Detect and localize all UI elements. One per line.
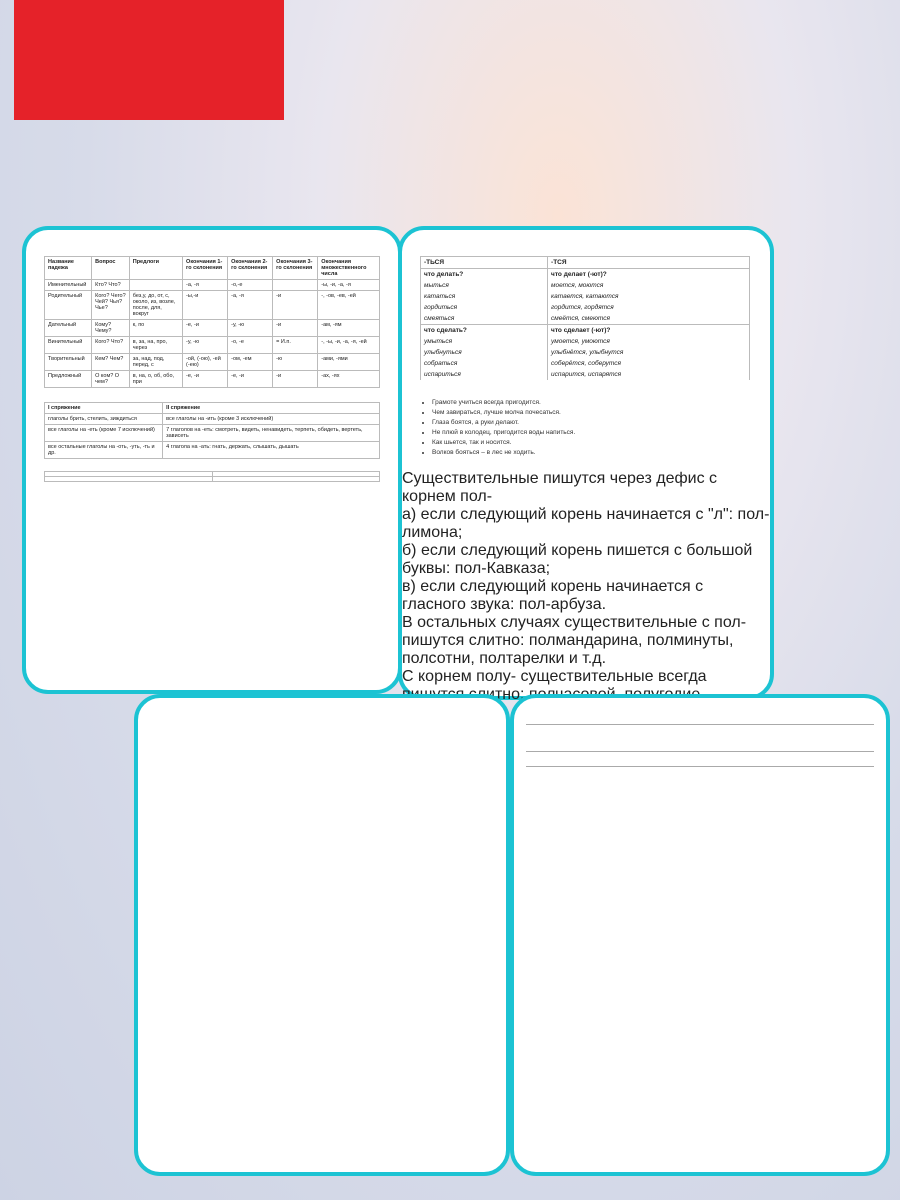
conj-col-header: I спряжение — [45, 403, 163, 414]
soft-cell: смеётся, смеются — [548, 313, 750, 325]
soft-cell: умоется, умоются — [548, 336, 750, 347]
conj-cell: глаголы брить, стелить, зиждиться — [45, 414, 163, 425]
cases-row — [45, 320, 380, 337]
cases-cell: -ом, -ем — [228, 354, 273, 371]
card-health — [510, 694, 890, 1176]
pol-rule-line: С корнем полу- существительные всегда слитно: — [402, 668, 707, 703]
example-item: • Волков бояться – в лес не ходить. — [432, 448, 770, 458]
soft-row — [421, 336, 750, 347]
cases-cell: -е, -и — [183, 371, 228, 388]
conj-cell: 4 глагола на -ать: гнать, держать, слышать, дышать — [163, 442, 380, 459]
cases-cell: -е, -и — [183, 320, 228, 337]
cases-row — [45, 337, 380, 354]
soft-cell: умыться — [421, 336, 548, 347]
soft-cell: соберётся, соберутся — [548, 358, 750, 369]
cases-cell: -а, -я — [228, 291, 273, 320]
cases-cell: -о,-е — [228, 280, 273, 291]
prefix-table — [44, 471, 380, 482]
cases-col-header: Окончания множественного числа — [318, 257, 380, 280]
pol-rule-line: б) если следующий корень пишется с большой буквы: пол-Кавказа; — [402, 542, 753, 577]
cases-cell: -ам, -ям — [318, 320, 380, 337]
cases-cell: в, за, на, про, через — [129, 337, 182, 354]
soft-cell: что делать? — [421, 269, 548, 281]
divider — [526, 766, 874, 767]
cases-cell: -у, -ю — [183, 337, 228, 354]
soft-cell: испарится, испарятся — [548, 369, 750, 380]
soft-cell: улыбнётся, улыбнутся — [548, 347, 750, 358]
cases-cell: Кого? Что? — [92, 337, 130, 354]
soft-row — [421, 369, 750, 380]
soft-row — [421, 291, 750, 302]
cases-cell: -, -ов, -ев, -ей — [318, 291, 380, 320]
soft-row — [421, 325, 750, 337]
cases-cell: -, -ы, -и, -а, -я, -ей — [318, 337, 380, 354]
prefix-pri-text — [45, 477, 213, 482]
cases-row — [45, 280, 380, 291]
soft-col-header: -ТЬСЯ — [421, 257, 548, 269]
divider — [526, 751, 874, 752]
soft-cell: гордится, гордятся — [548, 302, 750, 313]
cases-row — [45, 291, 380, 320]
cases-header-row — [45, 257, 380, 280]
pol-rule-line: в) если следующий корень начинается с гласного звука: пол-арбуза. — [402, 578, 704, 613]
cases-cell: за, над, под, перед, с — [129, 354, 182, 371]
cases-cell: -у, -ю — [228, 320, 273, 337]
soft-cell: что делает (-ют)? — [548, 269, 750, 281]
soft-sign-table — [420, 256, 750, 380]
conj-cell: все глаголы на -еть (кроме 7 исключений) — [45, 425, 163, 442]
conj-col-header: II спряжение — [163, 403, 380, 414]
conj-row — [45, 442, 380, 459]
example-item: • Не плюй в колодец, пригодится воды напиться. — [432, 428, 770, 438]
divider — [526, 724, 874, 725]
cases-cell: -и — [273, 291, 318, 320]
conj-cell: все глаголы на -ить (кроме 3 исключений) — [163, 414, 380, 425]
card-periodic-table — [134, 694, 510, 1176]
soft-cell: моется, моются — [548, 280, 750, 291]
cases-cell: Винительный — [45, 337, 92, 354]
cases-cell: -ю — [273, 354, 318, 371]
examples-list — [422, 398, 770, 458]
cases-table — [44, 256, 380, 388]
card-grammar — [22, 226, 402, 694]
cases-cell: = И.п. — [273, 337, 318, 354]
cases-cell: -ах, -ях — [318, 371, 380, 388]
soft-cell: что сделать? — [421, 325, 548, 337]
cases-cell: Родительный — [45, 291, 92, 320]
soft-cell: собраться — [421, 358, 548, 369]
soft-cell: кататься — [421, 291, 548, 302]
soft-header-row — [421, 257, 750, 269]
soft-row — [421, 358, 750, 369]
cases-cell: -а, -я — [183, 280, 228, 291]
cases-cell: Именительный — [45, 280, 92, 291]
cases-cell: Кого? Чего? Чей? Чья? Чье? — [92, 291, 130, 320]
cases-cell: О ком? О чем? — [92, 371, 130, 388]
cases-cell: без,у, до, от, с, около, из, возле, после, для, вокруг — [129, 291, 182, 320]
cases-col-header: Вопрос — [92, 257, 130, 280]
example-item: • Грамоте учиться всегда пригодится. — [432, 398, 770, 408]
cases-row — [45, 354, 380, 371]
conj-table — [44, 402, 380, 459]
card-spelling — [398, 226, 774, 703]
soft-row — [421, 302, 750, 313]
cases-cell: -е, -и — [228, 371, 273, 388]
conj-row — [45, 414, 380, 425]
cases-cell: -ы,-и — [183, 291, 228, 320]
soft-row — [421, 269, 750, 281]
cases-cell: -о, -е — [228, 337, 273, 354]
example-item: • Как шьется, так и носится. — [432, 438, 770, 448]
soft-row — [421, 313, 750, 325]
cases-cell: Предложный — [45, 371, 92, 388]
cases-cell: Дательный — [45, 320, 92, 337]
cases-cell: Кто? Что? — [92, 280, 130, 291]
cases-cell: в, на, о, об, обо, при — [129, 371, 182, 388]
soft-cell: что сделает (-ют)? — [548, 325, 750, 337]
cases-cell: к, по — [129, 320, 182, 337]
conj-cell: 7 глаголов на -еть: смотреть, видеть, ненавидеть, терпеть, обидеть, вертеть, зависеть — [163, 425, 380, 442]
soft-cell: улыбнуться — [421, 347, 548, 358]
soft-row — [421, 280, 750, 291]
example-item: • Глаза боятся, а руки делают. — [432, 418, 770, 428]
cases-cell — [273, 280, 318, 291]
soft-cell: смеяться — [421, 313, 548, 325]
cases-cell: Кем? Чем? — [92, 354, 130, 371]
pol-rules — [402, 470, 770, 722]
cases-cell: -ы, -и, -а, -я — [318, 280, 380, 291]
soft-cell: мыться — [421, 280, 548, 291]
cases-col-header: Предлоги — [129, 257, 182, 280]
cases-cell: -ами, -ями — [318, 354, 380, 371]
soft-cell: испариться — [421, 369, 548, 380]
conj-header-row — [45, 403, 380, 414]
cases-cell: -и — [273, 371, 318, 388]
conj-row — [45, 425, 380, 442]
brand-logo — [14, 0, 284, 120]
soft-col-header: -ТСЯ — [548, 257, 750, 269]
cases-col-header: Окончания 3-го склонения — [273, 257, 318, 280]
soft-cell: катается, катаются — [548, 291, 750, 302]
cases-cell — [129, 280, 182, 291]
pol-rule-line: В остальных случаях существительные с пол- пишутся слитно: полмандарина, полминуты, полсотни, полтарелки и т.д. — [402, 614, 747, 667]
pol-rule-line: а) если следующий корень начинается с "л": пол-лимона; — [402, 506, 770, 541]
cases-cell: -и — [273, 320, 318, 337]
cases-cell: -ой, (-ою), -ей (-ею) — [183, 354, 228, 371]
cases-col-header: Название падежа — [45, 257, 92, 280]
soft-cell: гордиться — [421, 302, 548, 313]
cases-col-header: Окончания 1-го склонения — [183, 257, 228, 280]
conj-cell: все остальные глаголы на -оть, -уть, -ть и др. — [45, 442, 163, 459]
prefix-pre-text — [212, 477, 380, 482]
example-item: • Чем завираться, лучше молча почесаться. — [432, 408, 770, 418]
periodic-grid — [249, 715, 479, 1135]
pol-rule-line: Существительные пишутся через дефис с корнем пол- — [402, 470, 718, 505]
soft-row — [421, 347, 750, 358]
cases-col-header: Окончания 2-го склонения — [228, 257, 273, 280]
cases-row — [45, 371, 380, 388]
cases-cell: Творительный — [45, 354, 92, 371]
cases-cell: Кому? Чему? — [92, 320, 130, 337]
